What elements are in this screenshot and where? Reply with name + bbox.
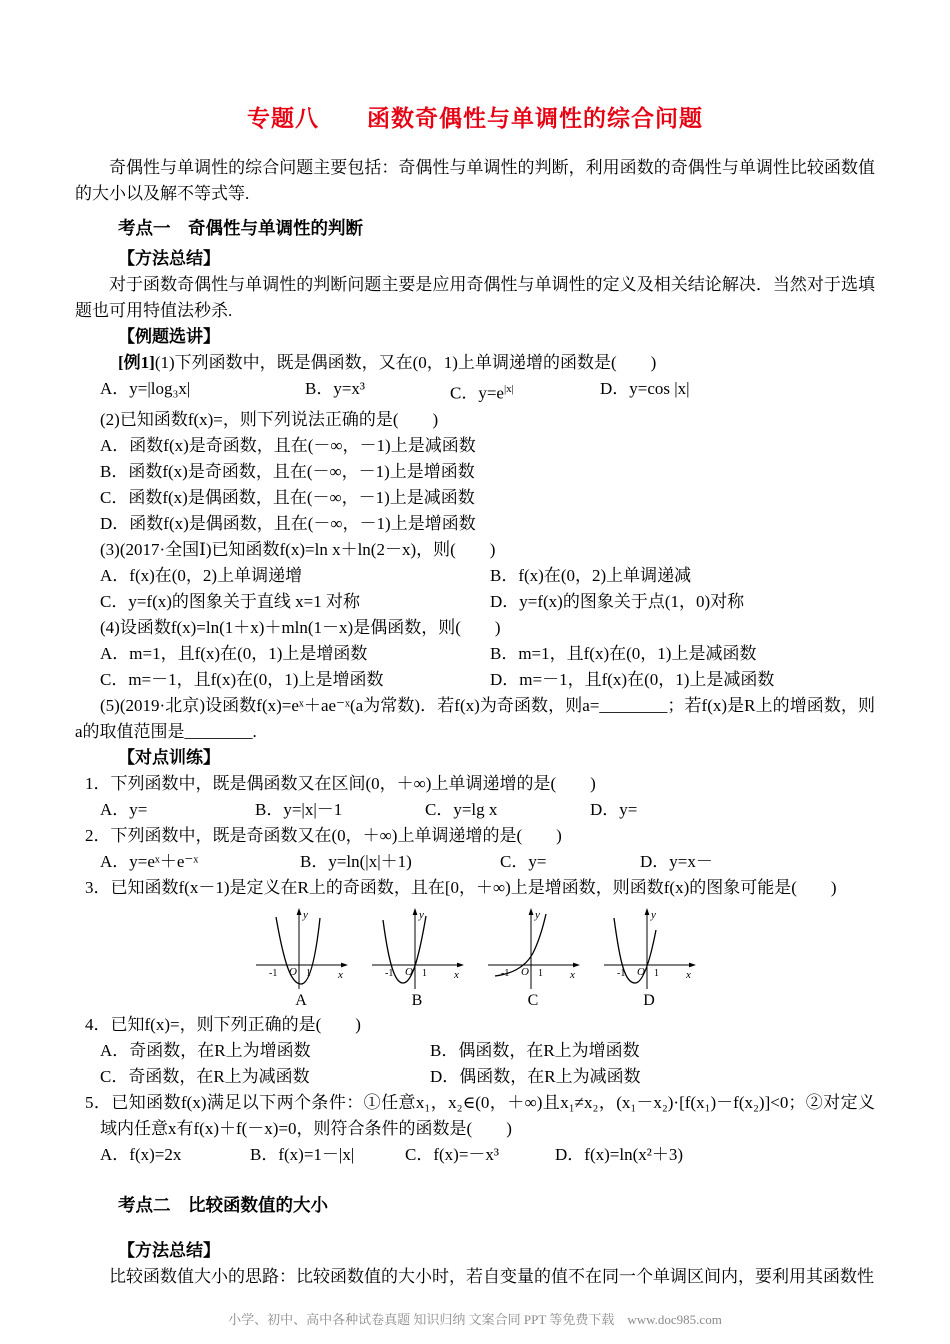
example1-q1-text: (1)下列函数中，既是偶函数，又在(0，1)上单调递增的函数是( ) [154,353,657,372]
option-c: C．y=f(x)的图象关于直线 x=1 对称 [100,591,360,611]
option-b: B．f(x)在(0，2)上单调递减 [490,565,692,585]
option-a: A．f(x)在(0，2)上单调递增 [100,565,303,585]
function-graph-svg-a [251,905,351,991]
origin-label: O [289,965,297,978]
training-q1: 1．下列函数中，既是偶函数又在区间(0，＋∞)上单调递增的是( ) [85,773,596,793]
option-d: D．y=cos |x| [600,379,690,398]
x-axis-label: x [570,968,575,981]
example1-q3-options-row-2 [100,589,875,615]
option-c-exponent: |x| [503,383,514,395]
graph-option-a [251,905,351,1010]
example1-q4-options-row-2 [100,667,875,693]
tick-one: 1 [538,967,543,979]
option-d: D．m=－1，且f(x)在(0，1)上是减函数 [490,669,775,689]
origin-label: O [405,965,413,978]
tick-neg-one: -1 [501,967,510,979]
training-q1-options [100,797,875,823]
example1-q4: (4)设函数f(x)=ln(1＋x)＋mln(1－x)是偶函数，则( ) [100,617,501,637]
example1-q3-options-row-1 [100,563,875,589]
option-a: A．f(x)=2x [100,1144,182,1164]
method-summary-label-2: 【方法总结】 [118,1240,220,1260]
option-c: C．奇函数，在R上为减函数 [100,1066,310,1086]
training-q2-options [100,849,875,875]
graph-label: B [411,991,423,1009]
function-graph-svg-b [367,905,467,991]
training-q3: 3．已知函数f(x－1)是定义在R上的奇函数，且在[0，＋∞)上是增函数，则函数f(x)的图象可能是( ) [85,877,837,897]
training-q4-options-row-2 [100,1064,875,1090]
example1-q2-option-c: C．函数f(x)是偶函数，且在(－∞，－1)上是减函数 [100,487,475,507]
function-graph-svg-d [599,905,699,991]
x-axis-arrow [689,962,696,967]
training-q5-options [100,1142,875,1168]
origin-label: O [521,965,529,978]
x-axis-arrow [457,962,464,967]
tick-neg-one: -1 [385,967,394,979]
option-c: C．y=lg x [425,799,498,819]
graph-option-d [599,905,699,1010]
graph-label: A [295,991,307,1009]
option-c [450,376,600,407]
graph-label: C [527,991,539,1009]
option-d: D．y= [590,799,638,819]
example1-q2-option-d: D．函数f(x)是偶函数，且在(－∞，－1)上是增函数 [100,513,476,533]
footer-text: 小学、初中、高中各种试卷真题 知识归纳 文案合同 PPT 等免费下载 www.doc985.com [228,1312,722,1327]
option-c: C．f(x)=－x³ [405,1144,500,1164]
example1-q5: (5)(2019·北京)设函数f(x)=eˣ＋ae⁻ˣ(a为常数)．若f(x)为奇函数，则a=________；若f(x)是R上的增函数，则a的取值范围是________. [75,695,875,741]
x-axis-arrow [341,962,348,967]
option-b: B．f(x)=1－|x| [250,1144,355,1164]
example1-q2-option-a: A．函数f(x)是奇函数，且在(－∞，－1)上是减函数 [100,435,476,455]
option-a: A．奇函数，在R上为增函数 [100,1040,311,1060]
tick-neg-one: -1 [269,967,278,979]
option-d: D．y=f(x)的图象关于点(1，0)对称 [490,591,745,611]
option-b: B．y=ln(|x|＋1) [300,851,412,871]
y-axis-label: y [419,908,424,921]
example1-q1 [118,350,875,376]
option-c: C．m=－1，且f(x)在(0，1)上是增函数 [100,669,384,689]
example1-q2-option-b: B．函数f(x)是奇函数，且在(－∞，－1)上是增函数 [100,461,475,481]
y-axis-arrow [529,908,534,915]
examples-label: 【例题选讲】 [118,327,220,346]
option-a: A．y=|log₃x| [100,379,191,398]
option-b: B．y=|x|－1 [255,799,343,819]
training-q5: 5．已知函数f(x)满足以下两个条件：①任意x₁，x₂∈(0，＋∞)且x₁≠x₂，(x₁－x₂)·[f(x₁)－f(x₂)]<0；②对定义域内任意x有f(x)＋f(－x)=0，则符合条件的函数是( ) [85,1092,875,1138]
training-label: 【对点训练】 [118,747,220,767]
x-axis-label: x [338,968,343,981]
x-axis-label: x [686,968,691,981]
function-graph-svg-c [483,905,583,991]
example1-q3: (3)(2017·全国Ⅰ)已知函数f(x)=ln x＋ln(2－x)，则( ) [100,539,496,559]
y-axis-label: y [303,908,308,921]
option-d: D．y=x－ [640,851,713,871]
x-axis-label: x [454,968,459,981]
section1-heading: 考点一 奇偶性与单调性的判断 [118,218,363,238]
option-a: A．y=eˣ＋e⁻ˣ [100,851,199,871]
method-summary-label-1: 【方法总结】 [118,249,220,268]
method-text-2: 比较函数值大小的思路：比较函数值的大小时，若自变量的值不在同一个单调区间内，要利用其函数性 [109,1266,874,1286]
page-title: 专题八 函数奇偶性与单调性的综合问题 [247,105,703,131]
origin-label: O [637,965,645,978]
graph-option-b [367,905,467,1010]
tick-one: 1 [306,967,311,979]
intro-paragraph: 奇偶性与单调性的综合问题主要包括：奇偶性与单调性的判断，利用函数的奇偶性与单调性比较函数值的大小以及解不等式等. [75,158,875,203]
curve [276,917,320,984]
y-axis-label: y [651,908,656,921]
x-axis-arrow [573,962,580,967]
training-q4-options-row-1 [100,1038,875,1064]
section2-heading: 考点二 比较函数值的大小 [118,1194,328,1215]
example1-q2: (2)已知函数f(x)=，则下列说法正确的是( ) [100,409,439,429]
example1-q1-options [100,376,875,407]
example1-tag: [例1] [118,353,155,372]
graph-label: D [643,991,655,1009]
example1-q4-options-row-1 [100,641,875,667]
option-c-base: C．y=e [450,383,504,403]
tick-one: 1 [422,967,427,979]
option-b: B．偶函数，在R上为增函数 [430,1040,640,1060]
y-axis-label: y [535,908,540,921]
option-a: A．y= [100,799,148,819]
option-b: B．m=1，且f(x)在(0，1)上是减函数 [490,643,757,663]
option-d: D．偶函数，在R上为减函数 [430,1066,641,1086]
tick-one: 1 [654,967,659,979]
y-axis-arrow [645,908,650,915]
training-q3-graphs [75,905,875,1010]
option-d: D．f(x)=ln(x²＋3) [555,1144,683,1164]
training-q2: 2．下列函数中，既是奇函数又在(0，＋∞)上单调递增的是( ) [85,825,562,845]
option-a: A．m=1，且f(x)在(0，1)上是增函数 [100,643,368,663]
option-b: B．y=x³ [305,379,366,398]
method-text-1: 对于函数奇偶性与单调性的判断问题主要是应用奇偶性与单调性的定义及相关结论解决．当然对于选填题也可用特值法秒杀. [75,275,875,320]
training-q4: 4．已知f(x)=，则下列正确的是( ) [85,1014,361,1034]
y-axis-arrow [413,908,418,915]
tick-neg-one: -1 [617,967,626,979]
y-axis-arrow [297,908,302,915]
graph-option-c [483,905,583,1010]
option-c: C．y= [500,851,547,871]
